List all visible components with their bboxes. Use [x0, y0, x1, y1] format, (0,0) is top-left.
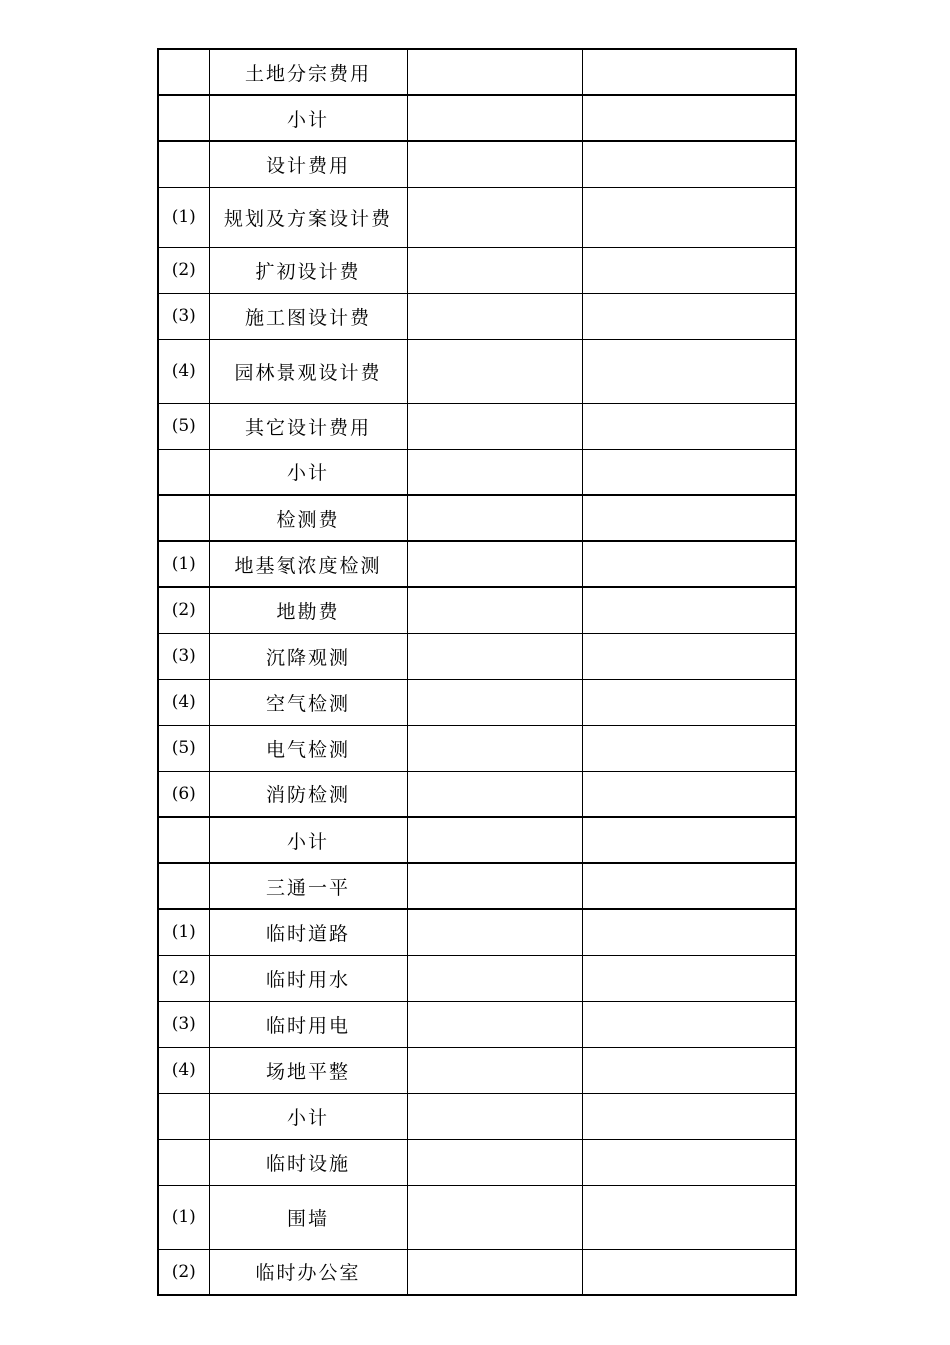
- table-row: [158, 817, 796, 863]
- item-name: 场地平整: [209, 1047, 407, 1093]
- table-row: [158, 725, 796, 771]
- remark-cell: [582, 495, 796, 541]
- value-cell: [407, 863, 582, 909]
- table-row: [158, 293, 796, 339]
- table-row: [158, 1139, 796, 1185]
- remark-cell: [582, 95, 796, 141]
- table-row: [158, 1047, 796, 1093]
- table-row: [158, 495, 796, 541]
- row-number: [158, 49, 209, 95]
- table-row: [158, 449, 796, 495]
- table-row: [158, 247, 796, 293]
- value-cell: [407, 725, 582, 771]
- table-row: [158, 909, 796, 955]
- item-name: 临时道路: [209, 909, 407, 955]
- value-cell: [407, 909, 582, 955]
- table-row: [158, 141, 796, 187]
- item-name: 三通一平: [209, 863, 407, 909]
- row-number: [158, 449, 209, 495]
- remark-cell: [582, 49, 796, 95]
- table-row: [158, 187, 796, 247]
- item-name: 设计费用: [209, 141, 407, 187]
- row-number: (1): [158, 187, 209, 247]
- item-name: 临时设施: [209, 1139, 407, 1185]
- row-number: (5): [158, 403, 209, 449]
- remark-cell: [582, 541, 796, 587]
- remark-cell: [582, 1047, 796, 1093]
- value-cell: [407, 1139, 582, 1185]
- item-name: 施工图设计费: [209, 293, 407, 339]
- item-name: 沉降观测: [209, 633, 407, 679]
- row-number: (2): [158, 955, 209, 1001]
- item-name: 扩初设计费: [209, 247, 407, 293]
- value-cell: [407, 141, 582, 187]
- row-number: [158, 1093, 209, 1139]
- table-row: [158, 633, 796, 679]
- remark-cell: [582, 293, 796, 339]
- remark-cell: [582, 725, 796, 771]
- item-name: 消防检测: [209, 771, 407, 817]
- remark-cell: [582, 771, 796, 817]
- remark-cell: [582, 141, 796, 187]
- row-number: (3): [158, 293, 209, 339]
- remark-cell: [582, 1249, 796, 1295]
- value-cell: [407, 495, 582, 541]
- remark-cell: [582, 403, 796, 449]
- value-cell: [407, 339, 582, 403]
- item-name: 小计: [209, 817, 407, 863]
- value-cell: [407, 633, 582, 679]
- row-number: (4): [158, 679, 209, 725]
- item-name: 小计: [209, 1093, 407, 1139]
- row-number: (6): [158, 771, 209, 817]
- row-number: (3): [158, 633, 209, 679]
- remark-cell: [582, 955, 796, 1001]
- remark-cell: [582, 1139, 796, 1185]
- item-name: 围墙: [209, 1185, 407, 1249]
- item-name: 临时用水: [209, 955, 407, 1001]
- item-name: 临时用电: [209, 1001, 407, 1047]
- table-row: [158, 1093, 796, 1139]
- remark-cell: [582, 449, 796, 495]
- table-row: [158, 339, 796, 403]
- value-cell: [407, 247, 582, 293]
- item-name: 小计: [209, 449, 407, 495]
- table-row: [158, 95, 796, 141]
- value-cell: [407, 1001, 582, 1047]
- item-name: 地基氡浓度检测: [209, 541, 407, 587]
- item-name: 其它设计费用: [209, 403, 407, 449]
- table-row: [158, 587, 796, 633]
- row-number: [158, 495, 209, 541]
- row-number: [158, 817, 209, 863]
- value-cell: [407, 95, 582, 141]
- table-row: [158, 541, 796, 587]
- row-number: (4): [158, 339, 209, 403]
- remark-cell: [582, 247, 796, 293]
- cost-table: [157, 48, 797, 1296]
- item-name: 地勘费: [209, 587, 407, 633]
- item-name: 规划及方案设计费: [209, 187, 407, 247]
- table-row: [158, 1001, 796, 1047]
- row-number: (2): [158, 587, 209, 633]
- value-cell: [407, 293, 582, 339]
- table-row: [158, 1249, 796, 1295]
- remark-cell: [582, 1001, 796, 1047]
- row-number: (1): [158, 909, 209, 955]
- row-number: (3): [158, 1001, 209, 1047]
- row-number: (1): [158, 541, 209, 587]
- item-name: 临时办公室: [209, 1249, 407, 1295]
- row-number: [158, 1139, 209, 1185]
- remark-cell: [582, 1185, 796, 1249]
- row-number: [158, 95, 209, 141]
- value-cell: [407, 1093, 582, 1139]
- value-cell: [407, 817, 582, 863]
- remark-cell: [582, 587, 796, 633]
- row-number: (4): [158, 1047, 209, 1093]
- value-cell: [407, 49, 582, 95]
- value-cell: [407, 187, 582, 247]
- value-cell: [407, 403, 582, 449]
- table-row: [158, 403, 796, 449]
- item-name: 园林景观设计费: [209, 339, 407, 403]
- row-number: (2): [158, 247, 209, 293]
- row-number: (5): [158, 725, 209, 771]
- row-number: [158, 863, 209, 909]
- value-cell: [407, 587, 582, 633]
- value-cell: [407, 1185, 582, 1249]
- table-row: [158, 49, 796, 95]
- value-cell: [407, 449, 582, 495]
- row-number: (1): [158, 1185, 209, 1249]
- value-cell: [407, 955, 582, 1001]
- row-number: [158, 141, 209, 187]
- item-name: 检测费: [209, 495, 407, 541]
- table-row: [158, 955, 796, 1001]
- remark-cell: [582, 187, 796, 247]
- table-row: [158, 771, 796, 817]
- table-row: [158, 863, 796, 909]
- table-row: [158, 679, 796, 725]
- item-name: 小计: [209, 95, 407, 141]
- cost-table-body: [158, 49, 796, 1295]
- value-cell: [407, 679, 582, 725]
- value-cell: [407, 541, 582, 587]
- remark-cell: [582, 339, 796, 403]
- value-cell: [407, 771, 582, 817]
- table-row: [158, 1185, 796, 1249]
- value-cell: [407, 1047, 582, 1093]
- row-number: (2): [158, 1249, 209, 1295]
- remark-cell: [582, 909, 796, 955]
- item-name: 电气检测: [209, 725, 407, 771]
- remark-cell: [582, 817, 796, 863]
- remark-cell: [582, 679, 796, 725]
- remark-cell: [582, 633, 796, 679]
- value-cell: [407, 1249, 582, 1295]
- item-name: 空气检测: [209, 679, 407, 725]
- remark-cell: [582, 863, 796, 909]
- item-name: 土地分宗费用: [209, 49, 407, 95]
- remark-cell: [582, 1093, 796, 1139]
